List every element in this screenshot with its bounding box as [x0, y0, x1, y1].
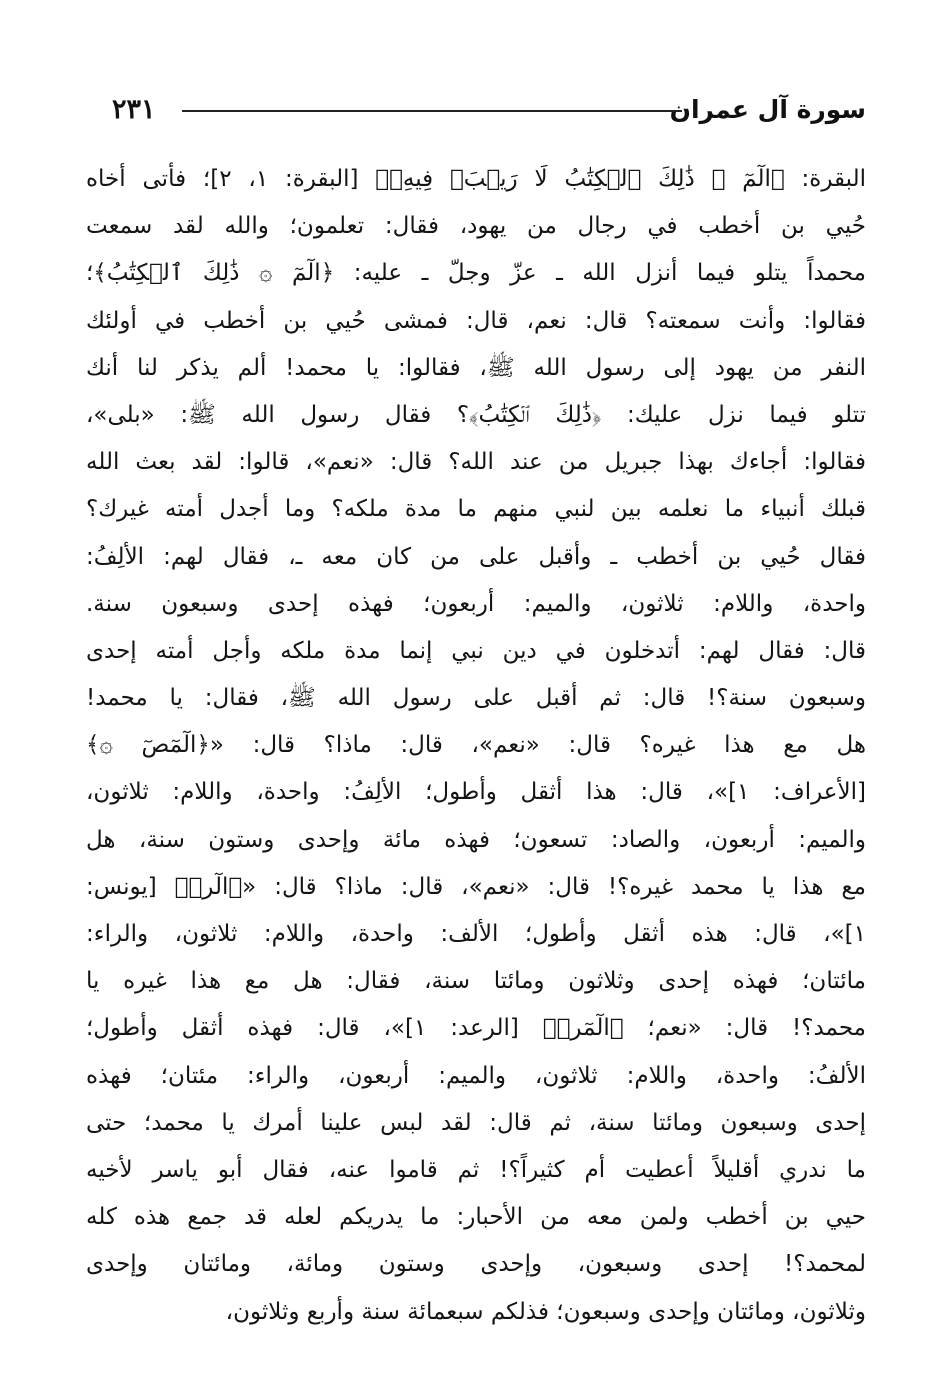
page-header: [112, 92, 866, 132]
text-line: فقال حُيي بن أخطب ـ وأقبل على من كان معه ـ، فقال لهم: الألِفُ:: [86, 543, 866, 570]
text-line: محمد؟! قال: «نعم؛ ﴿الٓمٓرۚ﴾ [الرعد: ١]»، قال: فهذه أثقل وأطول؛: [86, 1015, 866, 1042]
text-line: محمداً يتلو فيما أنزل الله ـ عزّ وجلّ ـ عليه: ﴿الٓمٓ ۞ ذَٰلِكَ ٱلۡكِتَٰبُ﴾؛: [86, 260, 866, 287]
header-rule: [182, 110, 682, 112]
text-line: النفر من يهود إلى رسول الله ﷺ، فقالوا: يا محمد! ألم يذكر لنا أنك: [86, 354, 866, 381]
text-line: هل مع هذا غيره؟ قال: «نعم»، قال: ماذا؟ قال: «﴿الٓمٓصٓ ۞﴾: [86, 732, 866, 759]
text-line: لمحمد؟! إحدى وسبعون، وإحدى وستون ومائة، ومائتان وإحدى: [86, 1251, 866, 1278]
text-line: ١]»، قال: هذه أثقل وأطول؛ الألف: واحدة، واللام: ثلاثون، والراء:: [86, 921, 866, 947]
text-line: حيي بن أخطب ولمن معه من الأحبار: ما يدريكم لعله قد جمع هذه كله: [86, 1204, 866, 1231]
text-line: [الأعراف: ١]»، قال: هذا أثقل وأطول؛ الألِفُ: واحدة، واللام: ثلاثون،: [86, 779, 866, 806]
text-line: إحدى وسبعون ومائتا سنة، ثم قال: لقد لبس علينا أمرك يا محمد؛ حتى: [86, 1109, 866, 1136]
body-text: [86, 156, 866, 1336]
text-line: وثلاثون، ومائتان وإحدى وسبعون؛ فذلكم سبعمائة سنة وأربع وثلاثون،: [225, 1298, 866, 1325]
surah-title: سورة آل عمران: [669, 95, 866, 124]
text-line: مع هذا يا محمد غيره؟! قال: «نعم»، قال: ماذا؟ قال: «﴿الٓرۚ﴾ [يونس:: [86, 873, 866, 900]
text-line: قبلك أنبياء ما نعلمه بين لنبي منهم ما مدة ملكه؟ وما أجدل أمته غيرك؟: [86, 496, 866, 523]
text-line: والميم: أربعون، والصاد: تسعون؛ فهذه مائة وإحدى وستون سنة، هل: [86, 826, 866, 853]
text-line: ما ندري أقليلاً أعطيت أم كثيراً؟! ثم قاموا عنه، فقال أبو ياسر لأخيه: [86, 1156, 866, 1183]
text-line: قال: فقال لهم: أتدخلون في دين نبي إنما مدة ملكه وأجل أمته إحدى: [86, 637, 866, 664]
page-number: ٢٣١: [112, 94, 156, 125]
text-line: واحدة، واللام: ثلاثون، والميم: أربعون؛ فهذه إحدى وسبعون سنة.: [86, 590, 866, 617]
text-line: فقالوا: وأنت سمعته؟ قال: نعم، قال: فمشى حُيي بن أخطب في أولئك: [86, 307, 866, 334]
text-line: مائتان؛ فهذه إحدى وثلاثون ومائتا سنة، فقال: هل مع هذا غيره يا: [86, 968, 866, 995]
text-line: تتلو فيما نزل عليك: ﴿ذَٰلِكَ ٱلۡكِتَٰبُ﴾؟ فقال رسول الله ﷺ: «بلى»،: [86, 401, 866, 428]
text-line: الألفُ: واحدة، واللام: ثلاثون، والميم: أربعون، والراء: مئتان؛ فهذه: [86, 1062, 866, 1089]
text-line: فقالوا: أجاءك بهذا جبريل من عند الله؟ قال: «نعم»، قالوا: لقد بعث الله: [86, 449, 866, 476]
text-line: وسبعون سنة؟! قال: ثم أقبل على رسول الله ﷺ، فقال: يا محمد!: [86, 685, 866, 712]
text-line: حُيي بن أخطب في رجال من يهود، فقال: تعلمون؛ والله لقد سمعت: [86, 213, 866, 240]
text-line: البقرة: ﴿الٓمٓ ۞ ذَٰلِكَ ٱلۡكِتَٰبُ لَا رَيۡبَۛ فِيهِۛ﴾ [البقرة: ١، ٢]؛ فأتى أخاه: [86, 166, 867, 192]
